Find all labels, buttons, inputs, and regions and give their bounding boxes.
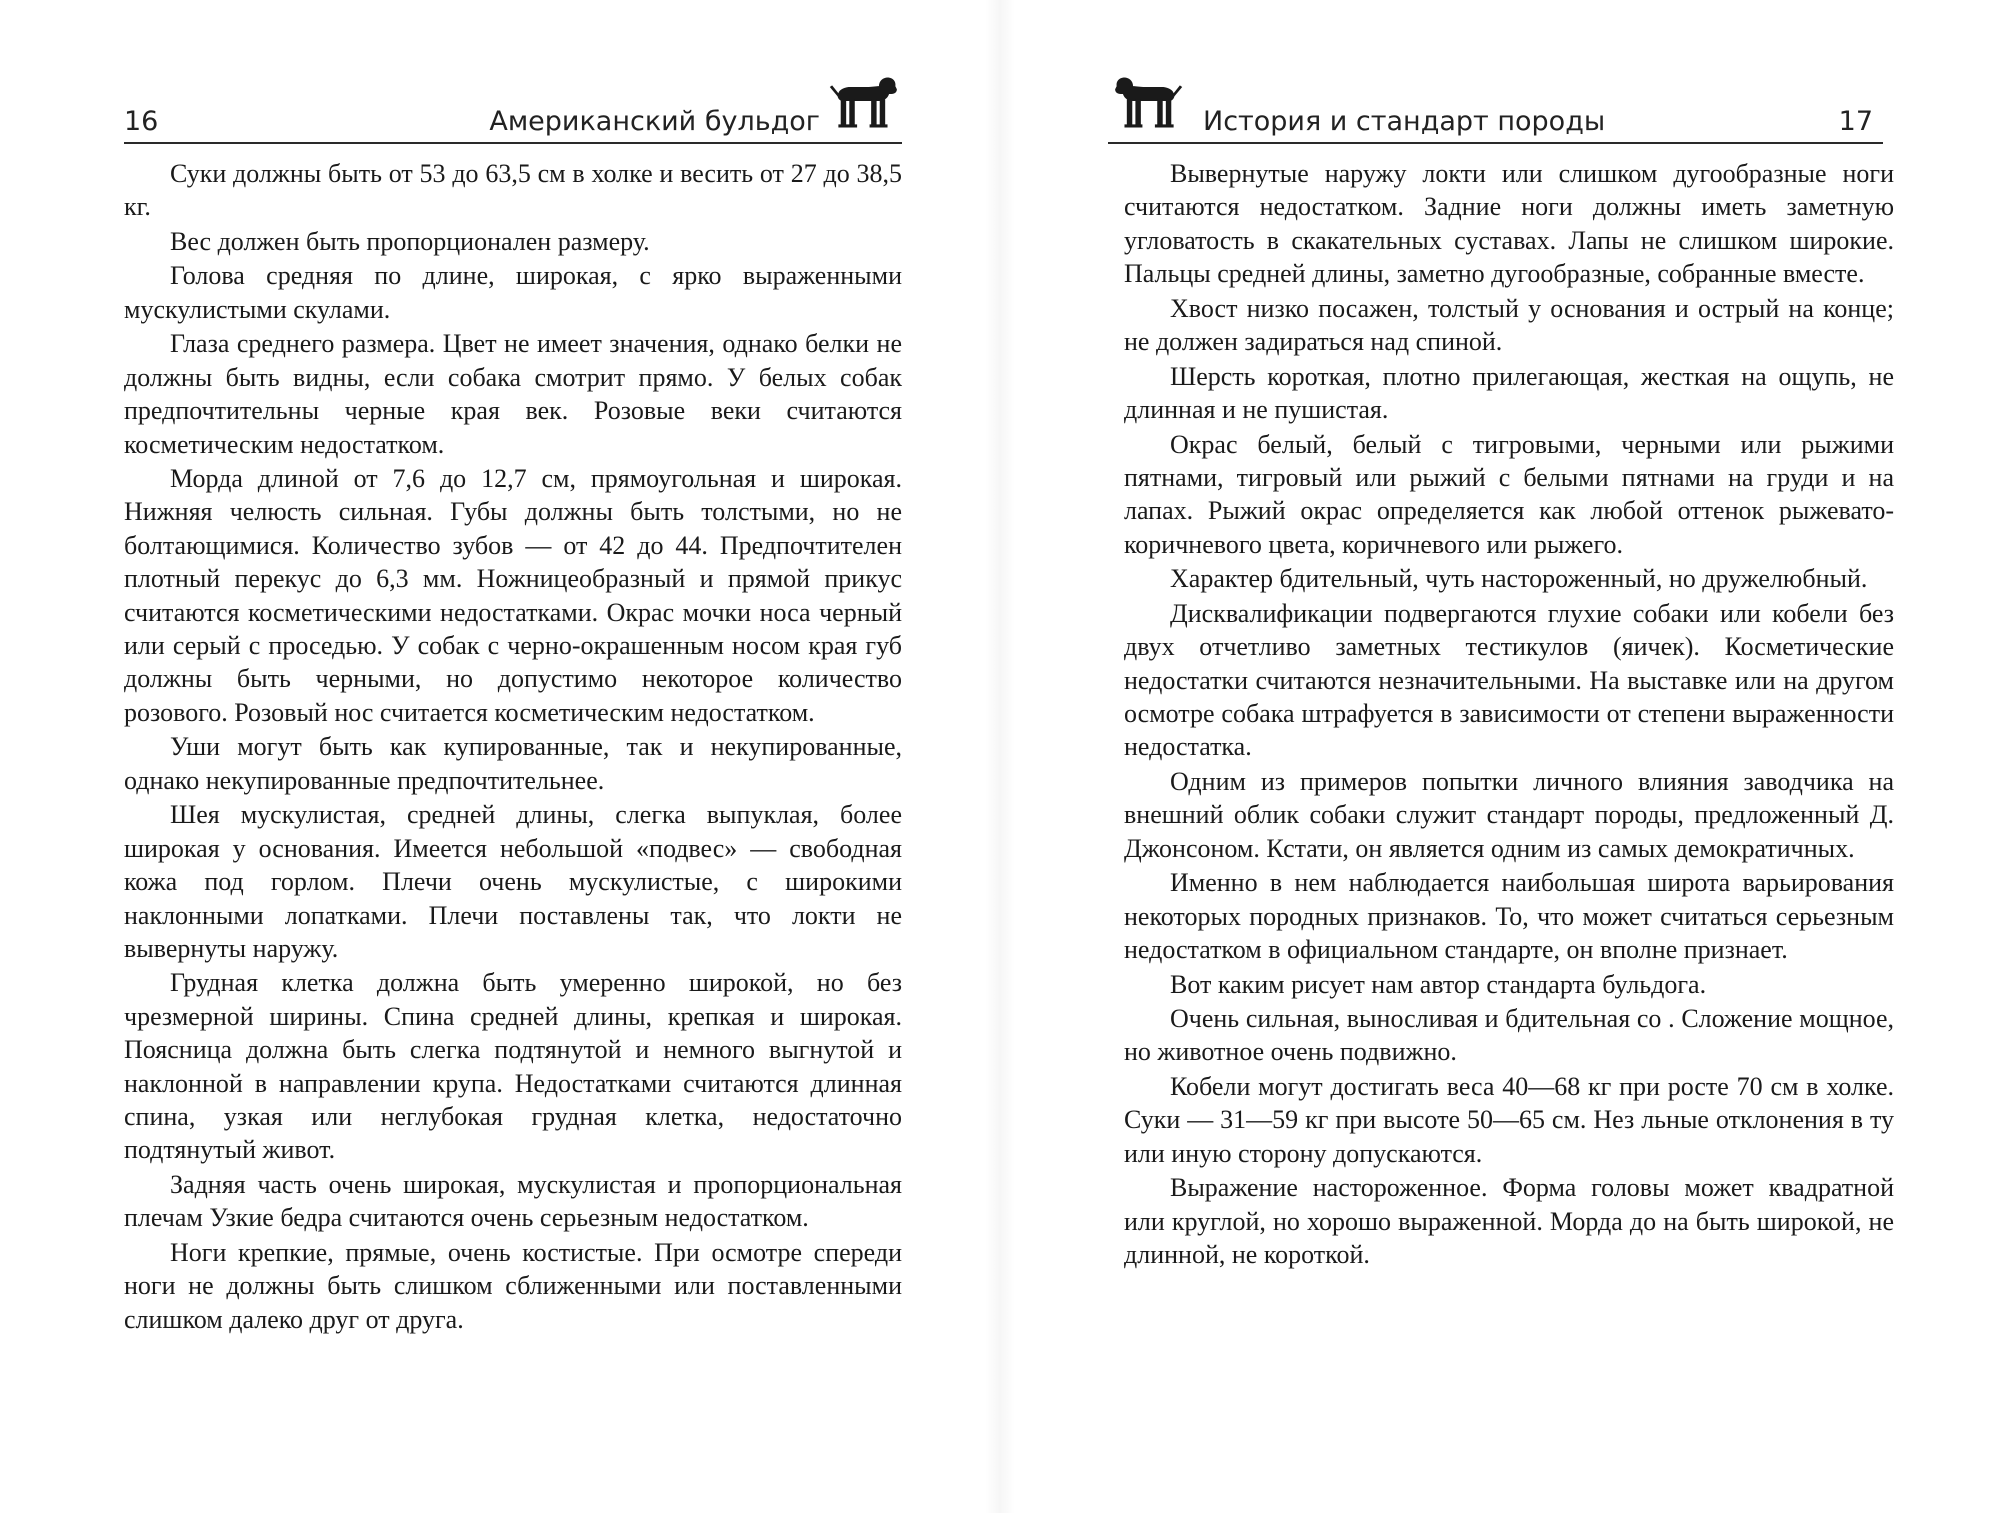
right-page (1000, 0, 2000, 1513)
paragraph: Кобели могут достигать веса 40—68 кг при росте 70 см в холке. Суки — 31—59 кг при высоте 50—65 см. Нез льные отклонения в ту или иную сторону допускаются. (1124, 1071, 1894, 1168)
paragraph: Задняя часть очень широкая, мускулистая и пропорциональная плечам Узкие бедра считаются очень серьезным недостатком. (124, 1169, 902, 1233)
bulldog-silhouette-icon (822, 62, 900, 140)
paragraph: Грудная клетка должна быть умеренно широкой, но без чрезмерной ширины. Спина средней длины, крепкая и широкая. Поясница должна быть слегка подтянутой и немного выгнутой и наклонной в направлении крупа. Недостатками считаются длинная спина, узкая или неглубокая грудная клетка, недостаточно подтянутый живот. (124, 968, 902, 1165)
paragraph: Хвост низко посажен, толстый у основания и острый на конце; не должен задираться над спиной. (1124, 293, 1894, 357)
right-running-header (1108, 92, 1883, 144)
paragraph: Именно в нем наблюдается наибольшая широта варьирования некоторых породных признаков. То, что может считаться серьезным недостатком в официальном стандарте, он вполне признает. (1124, 868, 1894, 964)
paragraph: Шерсть короткая, плотно прилегающая, жесткая на ощупь, не длинная и не пушистая. (1124, 361, 1894, 425)
left-body-text (124, 157, 902, 1337)
paragraph: Шея мускулистая, средней длины, слегка выпуклая, более широкая у основания. Имеется небольшой «подвес» — свободная кожа под горлом. Плечи очень мускулистые, с широкими наклонными лопатками. Плечи поставлены так, что локти не вывернуты наружу. (124, 800, 902, 963)
paragraph: Голова средняя по длине, широкая, с ярко выраженными мускулистыми скулами. (124, 261, 902, 324)
paragraph: Выражение настороженное. Форма головы может квадратной или круглой, но хорошо выраженной. Морда до на быть широкой, не длинной, не короткой. (1124, 1173, 1894, 1270)
paragraph: Вот каким рисует нам автор стандарта бульдога. (1170, 969, 1707, 999)
left-running-title: Американский бульдог (489, 106, 820, 137)
left-running-header (124, 92, 902, 144)
paragraph: Уши могут быть как купированные, так и некупированные, однако некупированные предпочтительнее. (124, 732, 902, 795)
paragraph: Вес должен быть пропорционален размеру. (170, 226, 650, 256)
paragraph: Окрас белый, белый с тигровыми, черными или рыжими пятнами, тигровый или рыжий с белыми пятнами на груди и на лапах. Рыжий окрас определяется как любой оттенок рыжевато-коричневого цвета, коричневого или рыжего. (1124, 429, 1894, 559)
paragraph: Глаза среднего размера. Цвет не имеет значения, однако белки не должны быть видны, если собака смотрит прямо. У белых собак предпочтительны черные края век. Розовые веки считаются косметическим недостатком. (124, 329, 902, 459)
right-running-title: История и стандарт породы (1203, 106, 1606, 137)
right-page-number: 17 (1838, 106, 1873, 137)
paragraph: Очень сильная, выносливая и бдительная со . Сложение мощное, но животное очень подвижно. (1124, 1004, 1894, 1067)
paragraph: Дисквалификации подвергаются глухие собаки или кобели без двух отчетливо заметных тестикулов (яичек). Косметические недостатки считаются незначительными. На выставке или на другом осмотре собака штрафуется в зависимости от степени выраженности недостатка. (1124, 598, 1894, 762)
left-page-number: 16 (124, 106, 159, 137)
paragraph: Характер бдительный, чуть настороженный, но дружелюбный. (1170, 564, 1868, 594)
bulldog-silhouette-icon (1112, 62, 1190, 140)
paragraph: Суки должны быть от 53 до 63,5 см в холке и весить от 27 до 38,5 кг. (124, 159, 902, 222)
paragraph: Одним из примеров попытки личного влияния заводчика на внешний облик собаки служит стандарт породы, предложенный Д. Джонсоном. Кстати, он является одним из самых демократичных. (1124, 766, 1894, 863)
right-body-text (1124, 157, 1894, 1273)
paragraph: Ноги крепкие, прямые, очень костистые. При осмотре спереди ноги не должны быть слишком сближенными или поставленными слишком далеко друг от друга. (124, 1237, 902, 1334)
paragraph: Морда длиной от 7,6 до 12,7 см, прямоугольная и широкая. Нижняя челюсть сильная. Губы должны быть толстыми, но не болтающимися. Количество зубов — от 42 до 44. Предпочтителен плотный перекус до 6,3 мм. Ножницеобразный и прямой прикус считаются косметическими недостатками. Окрас мочки носа черный или серый с проседью. У собак с черно-окрашенным носом края губ должны быть черными, но допустимо некоторое количество розового. Розовый нос считается косметическим недостатком. (124, 464, 902, 727)
paragraph: Вывернутые наружу локти или слишком дугообразные ноги считаются недостатком. Задние ноги должны иметь заметную угловатость в скакательных суставах. Лапы не слишком широкие. Пальцы средней длины, заметно дугообразные, собранные вместе. (1124, 159, 1894, 289)
